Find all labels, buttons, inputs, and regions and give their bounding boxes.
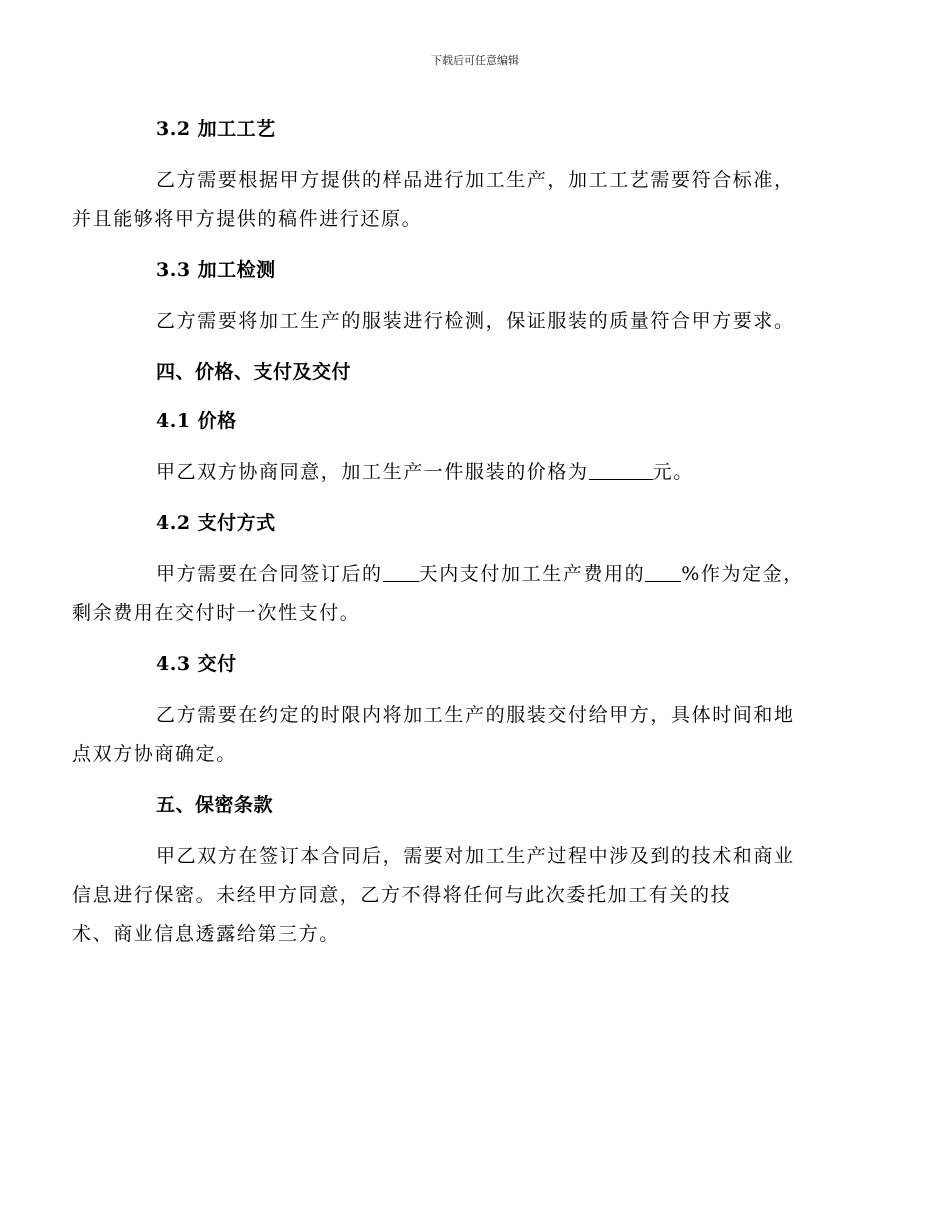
section-title-4-1: 4.1 价格 [156, 410, 237, 432]
section-body-3-3: 乙方需要将加工生产的服装进行检测，保证服装的质量符合甲方要求。 [156, 310, 795, 332]
delivery-text-line2: 点双方协商确定。 [72, 743, 237, 765]
percent-blank [645, 563, 681, 582]
confidentiality-line2: 信息进行保密。未经甲方同意，乙方不得将任何与此次委托加工有关的技 [72, 884, 732, 906]
days-blank [383, 563, 419, 582]
payment-text-part1: 甲方需要在合同签订后的 [156, 563, 383, 585]
section-title-3-3: 3.3 加工检测 [156, 259, 276, 281]
section-body-4-3 [72, 696, 836, 774]
price-blank [589, 461, 653, 480]
delivery-text-line1: 乙方需要在约定的时限内将加工生产的服装交付给甲方，具体时间和地 [156, 704, 795, 726]
section-body-3-2 [72, 161, 836, 239]
section-body-4-2 [72, 555, 836, 633]
section-body-3-2-line1: 乙方需要根据甲方提供的样品进行加工生产，加工工艺需要符合标准， [156, 169, 795, 191]
payment-text-line2: 剩余费用在交付时一次性支付。 [72, 602, 361, 624]
section-title-3-2: 3.2 加工工艺 [156, 118, 276, 140]
payment-text-part2: 天内支付加工生产费用的 [418, 563, 646, 585]
chapter-title-4: 四、价格、支付及交付 [156, 361, 352, 383]
section-body-4-1 [114, 453, 836, 492]
section-title-4-2: 4.2 支付方式 [156, 512, 276, 534]
payment-text-part3: %作为定金， [681, 563, 804, 585]
section-body-5 [72, 837, 836, 954]
section-body-3-2-line2: 并且能够将甲方提供的稿件进行还原。 [72, 208, 423, 230]
price-text-after: 元。 [652, 461, 694, 483]
confidentiality-line1: 甲乙双方在签订本合同后，需要对加工生产过程中涉及到的技术和商业 [156, 845, 795, 867]
price-text-before: 甲乙双方协商同意，加工生产一件服装的价格为 [156, 461, 589, 483]
page-header: 下载后可任意编辑 [431, 54, 519, 67]
confidentiality-line3: 术、商业信息透露给第三方。 [72, 923, 340, 945]
document-body [72, 112, 836, 954]
chapter-title-5: 五、保密条款 [156, 794, 274, 816]
section-title-4-3: 4.3 交付 [156, 653, 237, 675]
